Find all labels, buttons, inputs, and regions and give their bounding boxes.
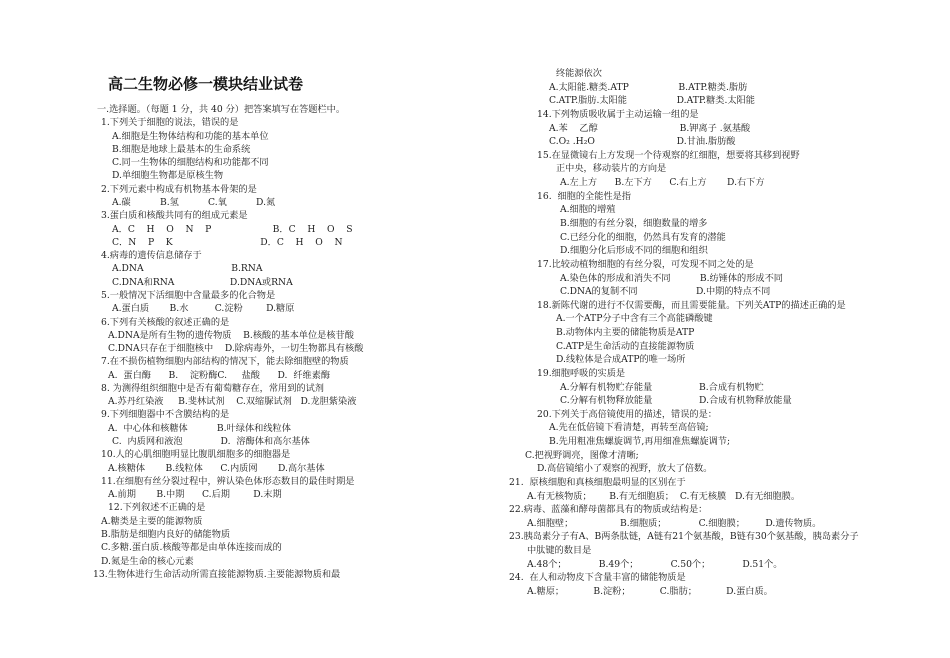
left-line-20: 7.在不损伤植物细胞内部结构的情况下，能去除细胞壁的物质 (101, 356, 349, 368)
left-line-36: 13.生物体进行生命活动所需直接能源物质.主要能源物质和最 (93, 568, 341, 580)
left-line-28: A.核糖体 B.线粒体 C.内质网 D.高尔基体 (108, 462, 325, 474)
left-line-34: C.多糖.蛋白质.核酸等都是由单体连接而成的 (101, 542, 282, 554)
right-line-6: C.O₂ .H₂O D.甘油.脂肪酸 (549, 136, 736, 148)
left-line-10: A．C H O N P B．C H O S (112, 223, 353, 235)
left-line-25: A. 中心体和核糖体 B.叶绿体和线粒体 (108, 422, 291, 434)
left-line-18: A.DNA是所有生物的遗传物质 B.核酸的基本单位是核苷酸 (108, 329, 354, 341)
right-line-21: C.ATP是生命活动的直接能源物质 (556, 340, 695, 352)
left-line-12: 4.病毒的遗传信息储存于 (101, 250, 202, 262)
right-line-26: 20.下列关于高倍镜使用的描述，错误的是： (537, 408, 717, 420)
left-line-21: A. 蛋白酶 B. 淀粉酶C. 盐酸 D. 纤维素酶 (108, 369, 331, 381)
right-line-17: C.DNA的复制不同 D.中期的特点不同 (560, 286, 771, 298)
right-line-22: D.线粒体是合成ATP的唯一场所 (556, 354, 686, 366)
right-line-8: 正中央，移动装片的方向是 (556, 163, 667, 175)
left-line-4: B.细胞是地球上最基本的生命系统 (112, 143, 251, 155)
right-line-30: D.高倍镜缩小了观察的视野，放大了倍数。 (537, 463, 713, 475)
left-line-9: 3.蛋白质和核酸共同有的组成元素是 (101, 210, 248, 222)
right-line-27: A.先在低倍镜下看清楚，再转至高倍镜; (549, 422, 709, 434)
left-line-29: 11.在细胞有丝分裂过程中，辨认染色体形态数目的最佳时期是 (101, 475, 355, 487)
right-line-29: C.把视野调亮，图像才清晰; (525, 449, 639, 461)
right-line-35: 23.胰岛素分子有A、B两条肽链，A链有21个氨基酸，B链有30个氨基酸，胰岛素分子 (509, 531, 859, 543)
right-line-14: D.细胞分化后形成不同的细胞和组织 (560, 245, 708, 257)
right-line-3: C.ATP.脂肪.太阳能 D.ATP.糖类.太阳能 (549, 95, 755, 107)
left-line-17: 6.下列有关核酸的叙述正确的是 (101, 316, 230, 328)
left-line-6: D.单细胞生物都是原核生物 (112, 170, 224, 182)
left-line-3: A.细胞是生物体结构和功能的基本单位 (112, 130, 269, 142)
left-line-32: A.糖类是主要的能源物质 (101, 515, 203, 527)
right-line-2: A.太阳能.糖类.ATP B.ATP.糖类.脂肪 (549, 81, 748, 93)
left-line-1: 一.选择题。（每题 1 分，共 40 分）把答案填写在答题栏中。 (97, 104, 346, 115)
right-line-7: 15.在显微镜右上方发现一个待观察的红细胞，想要将其移到视野 (537, 149, 800, 161)
left-line-7: 2.下列元素中构成有机物基本骨架的是 (101, 183, 257, 195)
right-line-1: 终能源依次 (556, 68, 602, 79)
right-line-12: B.细胞的有丝分裂，细胞数量的增多 (560, 217, 708, 229)
right-line-4: 14.下列物质吸收属于主动运输一组的是 (537, 108, 699, 120)
left-line-35: D.氮是生命的核心元素 (101, 555, 194, 567)
right-line-10: 16. 细胞的全能性是指 (537, 190, 631, 202)
right-line-16: A.染色体的形成和消失不同 B.纺锤体的形成不同 (560, 272, 783, 284)
left-line-14: C.DNA和RNA D.DNA或RNA (112, 276, 293, 288)
left-line-31: 12.下列叙述不正确的是 (108, 502, 206, 514)
right-line-15: 17.比较动植物细胞的有丝分裂，可发现不同之处的是 (537, 258, 754, 270)
right-line-19: A.一个ATP分子中含有三个高能磷酸键 (556, 313, 713, 325)
right-line-34: A.细胞壁； B.细胞质； C.细胞膜； D.遗传物质。 (527, 517, 822, 529)
left-line-19: C.DNA只存在于细胞核中 D.除病毒外，一切生物都具有核酸 (108, 343, 364, 354)
left-line-16: A.蛋白质 B.水 C.淀粉 D.糖原 (112, 303, 295, 315)
left-line-2: 1.下列关于细胞的说法，错误的是 (101, 117, 239, 129)
right-line-20: B.动物体内主要的储能物质是ATP (556, 327, 695, 338)
right-line-18: 18.新陈代谢的进行不仅需要酶，而且需要能量。下列关ATP的描述正确的是 (537, 299, 846, 311)
right-line-37: A.48个； B.49个； C.50个； D.51个。 (527, 558, 783, 570)
right-line-36: 中肽键的数目是 (527, 545, 592, 556)
right-line-33: 22.病毒、蓝藻和酵母菌都具有的物质或结构是： (509, 504, 708, 516)
right-line-13: C.已经分化的细胞，仍然具有发育的潜能 (560, 231, 726, 243)
right-line-32: A.有无核物质； B.有无细胞质； C.有无核膜 D.有无细胞膜。 (527, 490, 801, 502)
left-line-33: B.脂肪是细胞内良好的储能物质 (101, 529, 231, 540)
left-line-26: C. 内质网和液泡 D. 溶酶体和高尔基体 (112, 436, 310, 447)
page-title: 高二生物必修一模块结业试卷 (108, 75, 304, 93)
right-line-39: A.糖原； B.淀粉； C.脂肪； D.蛋白质。 (527, 585, 773, 597)
right-line-25: C.分解有机物释放能量 D.合成有机物释放能量 (560, 395, 792, 407)
right-line-9: A.左上方 B.左下方 C.右上方 D.右下方 (560, 177, 765, 188)
right-line-28: B.先用粗准焦螺旋调节,再用细准焦螺旋调节; (549, 436, 731, 447)
left-line-11: C．N P K D．C H O N (112, 236, 343, 248)
left-line-5: C.同一生物体的细胞结构和功能都不同 (112, 157, 269, 169)
left-line-30: A.前期 B.中期 C.后期 D.末期 (108, 489, 282, 501)
left-line-23: A.苏丹红染液 B.斐林试剂 C.双缩脲试剂 D.龙胆紫染液 (108, 396, 357, 408)
right-line-5: A.苯 乙醇 B.钾离子 .氨基酸 (549, 122, 751, 134)
left-line-27: 10.人的心肌细胞明显比腹肌细胞多的细胞器是 (101, 449, 291, 461)
right-line-23: 19.细胞呼吸的实质是 (537, 367, 626, 379)
left-line-24: 9.下列细胞器中不含膜结构的是 (101, 409, 230, 421)
left-line-15: 5.一般情况下活细胞中含量最多的化合物是 (101, 289, 276, 301)
left-line-13: A.DNA B.RNA (112, 263, 263, 275)
right-line-24: A.分解有机物贮存能量 B.合成有机物贮 (560, 381, 764, 393)
left-line-22: 8. 为测得组织细胞中是否有葡萄糖存在，常用到的试剂 (101, 382, 324, 394)
left-line-8: A.碳 B.氢 C.氧 D.氮 (112, 197, 276, 208)
right-line-38: 24. 在人和动物皮下含量丰富的储能物质是 (509, 572, 686, 584)
right-line-31: 21. 原核细胞和真核细胞最明显的区别在于 (509, 476, 686, 488)
right-line-11: A.细胞的增殖 (560, 204, 616, 216)
